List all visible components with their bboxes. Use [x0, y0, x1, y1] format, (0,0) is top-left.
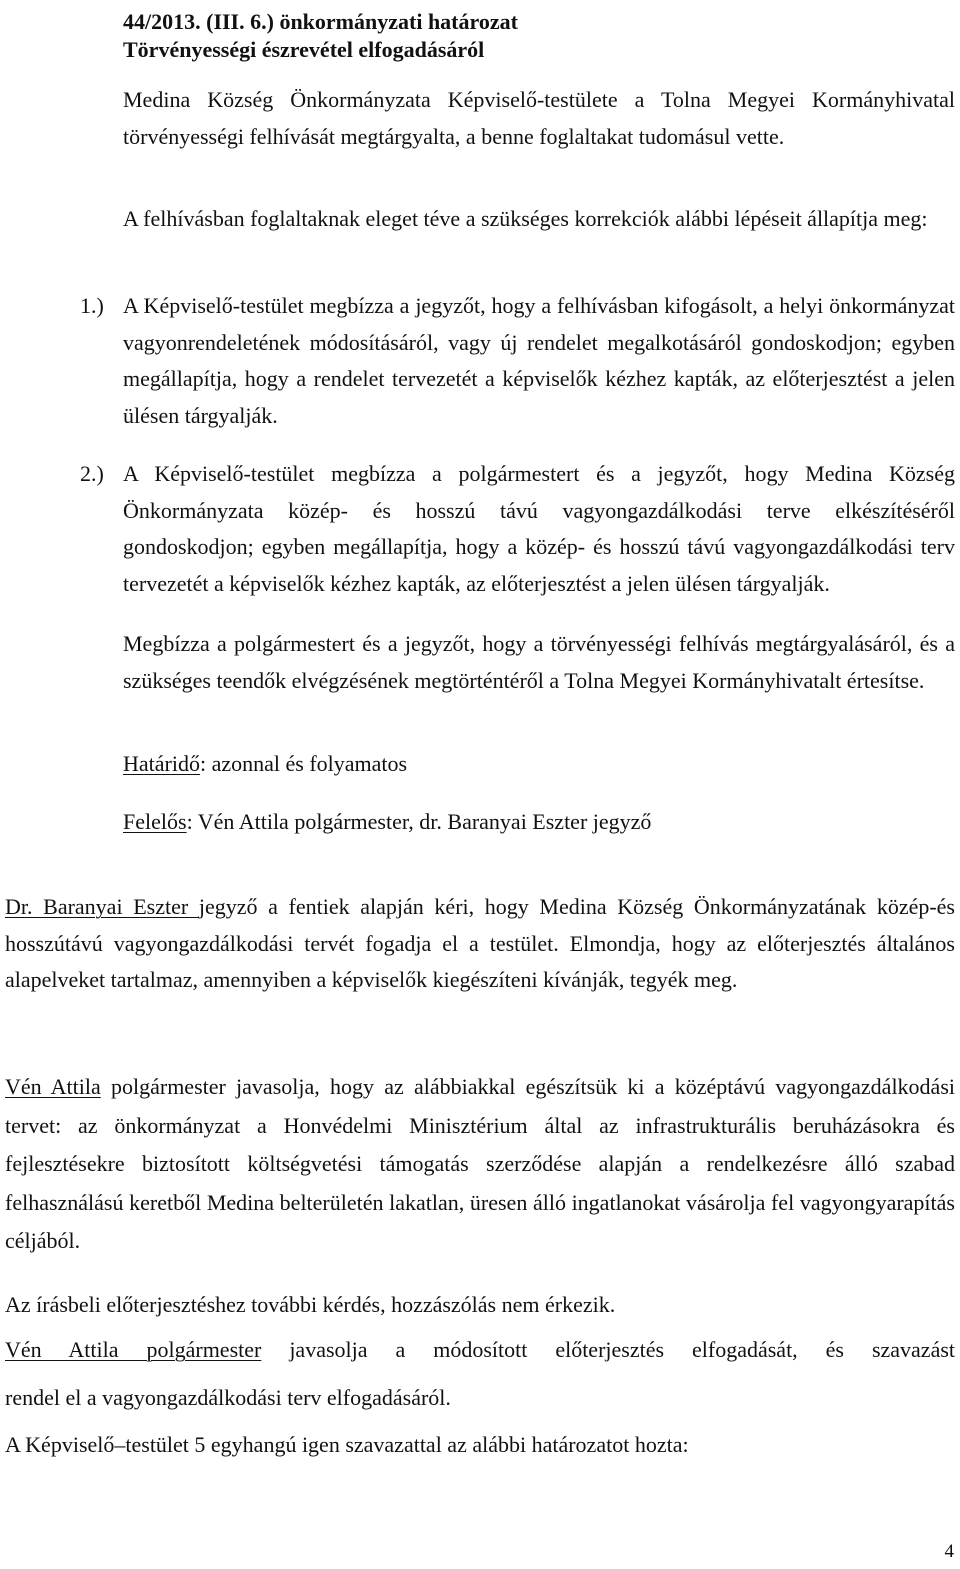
speaker-name: Dr. Baranyai Eszter [5, 894, 199, 919]
minutes-paragraph-1 [5, 889, 955, 999]
paragraph-text: jegyző a fentiek alapján kéri, hogy Medina Község Önkormányzatának közép-és hosszútávú vagyongazdálkodási tervét fogadja el a testület. Elmondja, hogy az előterjesztés általános alapelveket tartalmaz, amennyiben a képviselők kiegészíteni kívánják, tegyék meg. [5, 894, 955, 992]
responsible-label: Felelős [123, 809, 187, 834]
paragraph-text: javasolja a módosított előterjesztés elfogadását, és szavazást [261, 1337, 956, 1362]
resolution-number: 44/2013. (III. 6.) önkormányzati határozat [123, 9, 518, 34]
minutes-paragraph-2 [5, 1068, 955, 1261]
deadline-label: Határidő [123, 751, 200, 776]
minutes-paragraph-4-line-2: rendel el a vagyongazdálkodási terv elfogadásáról. [5, 1385, 451, 1410]
responsible-line [123, 804, 955, 840]
resolution-mandate: Megbízza a polgármestert és a jegyzőt, hogy a törvényességi felhívás megtárgyalásáról, és a szükséges teendők elvégzésének megtörténtéről a Tolna Megyei Kormányhivatalt értesítse. [123, 631, 955, 693]
resolution-title: Törvényességi észrevétel elfogadásáról [123, 37, 485, 62]
minutes-paragraph-3: Az írásbeli előterjesztéshez további kérdés, hozzászólás nem érkezik. [5, 1292, 616, 1317]
speaker-name: Vén Attila [5, 1074, 101, 1099]
item-2-text: A Képviselő-testület megbízza a polgármestert és a jegyzőt, hogy Medina Község Önkormányzata közép- és hosszú távú vagyongazdálkodási terve elkészítéséről gondoskodjon; egyben megállapítja, hogy a közép- és hosszú távú vagyongazdálkodási terv tervezetét a képviselők kézhez kapták, az előterjesztést a jelen ülésen tárgyalják. [123, 461, 955, 596]
paragraph-text: polgármester javasolja, hogy az alábbiakkal egészítsük ki a középtávú vagyongazdálkodási tervet: az önkormányzat a Honvédelmi Minisztérium által az infrastrukturális beruházásokra és fejlesztésekre biztosított költségvetési támogatás szerződése alapján a rendelkezésre álló szabad felhasználású keretből Medina belterületén lakatlan, üresen álló ingatlanokat vásárolja fel vagyongyarapítás céljából. [5, 1074, 955, 1253]
minutes-paragraph-5: A Képviselő–testület 5 egyhangú igen szavazattal az alábbi határozatot hozta: [5, 1432, 689, 1457]
speaker-name: Vén Attila polgármester [5, 1337, 262, 1362]
item-1-text: A Képviselő-testület megbízza a jegyzőt, hogy a felhívásban kifogásolt, a helyi önkormányzat vagyonrendeletének módosításáról, vagy új rendelet megalkotásáról gondoskodjon; egyben megállapítja, hogy a rendelet tervezetét a képviselők kézhez kapták, az előterjesztést a jelen ülésen tárgyalják. [123, 293, 955, 428]
responsible-value: : Vén Attila polgármester, dr. Baranyai Eszter jegyző [186, 809, 652, 834]
deadline-value: : azonnal és folyamatos [199, 751, 408, 776]
item-1-number: 1.) [80, 293, 104, 318]
resolution-intro: Medina Község Önkormányzata Képviselő-testülete a Tolna Megyei Kormányhivatal törvényességi felhívását megtárgyalta, a benne foglaltakat tudomásul vette. [123, 87, 955, 149]
minutes-paragraph-4-line-1 [5, 1332, 955, 1368]
page-number: 4 [944, 1541, 954, 1562]
deadline-line [123, 746, 955, 782]
item-2-number: 2.) [80, 461, 104, 486]
resolution-steps-intro: A felhívásban foglaltaknak eleget téve a szükséges korrekciók alábbi lépéseit állapítja meg: [123, 206, 928, 231]
